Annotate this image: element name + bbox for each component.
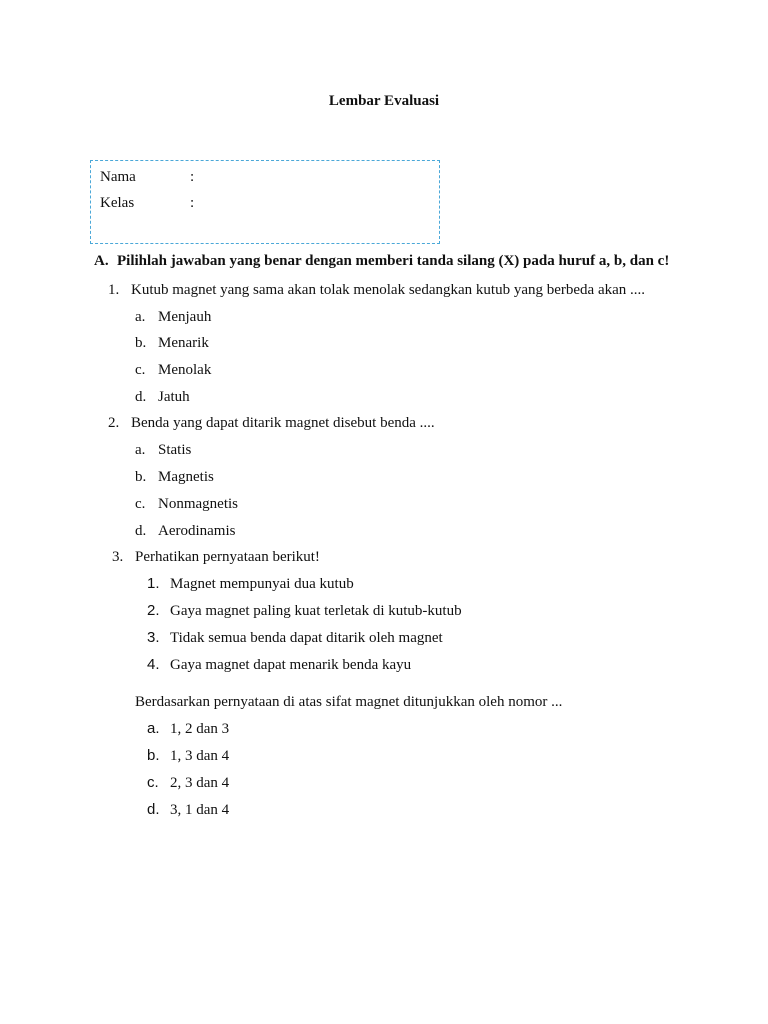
class-label: Kelas <box>100 195 135 211</box>
statement-number: 1. <box>147 575 160 592</box>
option-letter: d. <box>147 801 160 818</box>
option-item <box>135 387 190 407</box>
section-instruction-text: Pilihlah jawaban yang benar dengan memberi tanda silang (X) pada huruf a, b, dan c! <box>117 253 670 269</box>
option-item <box>147 773 229 793</box>
statement-text: Magnet mempunyai dua kutub <box>170 576 354 592</box>
option-letter: d. <box>135 389 147 405</box>
statement-item <box>147 601 462 621</box>
option-letter: c. <box>135 362 146 378</box>
statement-text: Tidak semua benda dapat ditarik oleh magnet <box>170 630 443 646</box>
statement-text: Gaya magnet dapat menarik benda kayu <box>170 657 412 673</box>
section-letter: A. <box>94 253 109 269</box>
option-item <box>135 360 211 380</box>
option-item <box>135 440 191 460</box>
option-letter: b. <box>147 747 160 764</box>
option-item <box>135 467 214 487</box>
class-separator: : <box>190 195 195 211</box>
statement-number: 4. <box>147 656 160 673</box>
option-item <box>135 307 211 327</box>
option-text: 1, 2 dan 3 <box>170 721 230 737</box>
question-text: Benda yang dapat ditarik magnet disebut benda .... <box>131 415 435 431</box>
option-text: Menolak <box>158 362 212 378</box>
statement-number: 2. <box>147 602 160 619</box>
statement-item <box>147 628 443 648</box>
option-letter: b. <box>135 335 147 351</box>
question-text: Kutub magnet yang sama akan tolak menolak sedangkan kutub yang berbeda akan .... <box>131 282 646 298</box>
option-letter: c. <box>147 774 159 791</box>
question-1 <box>108 280 645 300</box>
question-3-prompt: Berdasarkan pernyataan di atas sifat magnet ditunjukkan oleh nomor ... <box>135 694 563 710</box>
question-text: Perhatikan pernyataan berikut! <box>135 549 320 565</box>
name-row <box>100 167 194 187</box>
option-text: Aerodinamis <box>158 523 236 539</box>
question-number: 1. <box>108 282 120 298</box>
option-letter: b. <box>135 469 147 485</box>
page-title: Lembar Evaluasi <box>328 93 440 109</box>
option-letter: c. <box>135 496 146 512</box>
option-text: 3, 1 dan 4 <box>170 802 230 818</box>
option-item <box>147 719 229 739</box>
question-3 <box>112 547 320 567</box>
option-text: Jatuh <box>158 389 190 405</box>
option-text: Nonmagnetis <box>158 496 238 512</box>
option-item <box>147 800 229 820</box>
statement-item <box>147 574 354 594</box>
section-a-instruction <box>94 253 669 270</box>
option-letter: d. <box>135 523 147 539</box>
name-separator: : <box>190 169 195 185</box>
class-row <box>100 193 194 213</box>
option-item <box>147 746 229 766</box>
option-text: 1, 3 dan 4 <box>170 748 230 764</box>
question-number: 3. <box>112 549 124 565</box>
statement-number: 3. <box>147 629 160 646</box>
option-item <box>135 494 238 514</box>
option-letter: a. <box>135 309 146 325</box>
option-text: Menarik <box>158 335 209 351</box>
statement-text: Gaya magnet paling kuat terletak di kutub-kutub <box>170 603 462 619</box>
option-text: 2, 3 dan 4 <box>170 775 230 791</box>
statement-item <box>147 655 411 675</box>
option-text: Menjauh <box>158 309 212 325</box>
option-letter: a. <box>147 720 160 737</box>
option-text: Statis <box>158 442 192 458</box>
option-item <box>135 521 235 541</box>
option-letter: a. <box>135 442 146 458</box>
name-label: Nama <box>100 169 136 185</box>
option-item <box>135 333 209 353</box>
question-2 <box>108 413 435 433</box>
option-text: Magnetis <box>158 469 214 485</box>
identity-box <box>90 160 440 244</box>
question-number: 2. <box>108 415 120 431</box>
